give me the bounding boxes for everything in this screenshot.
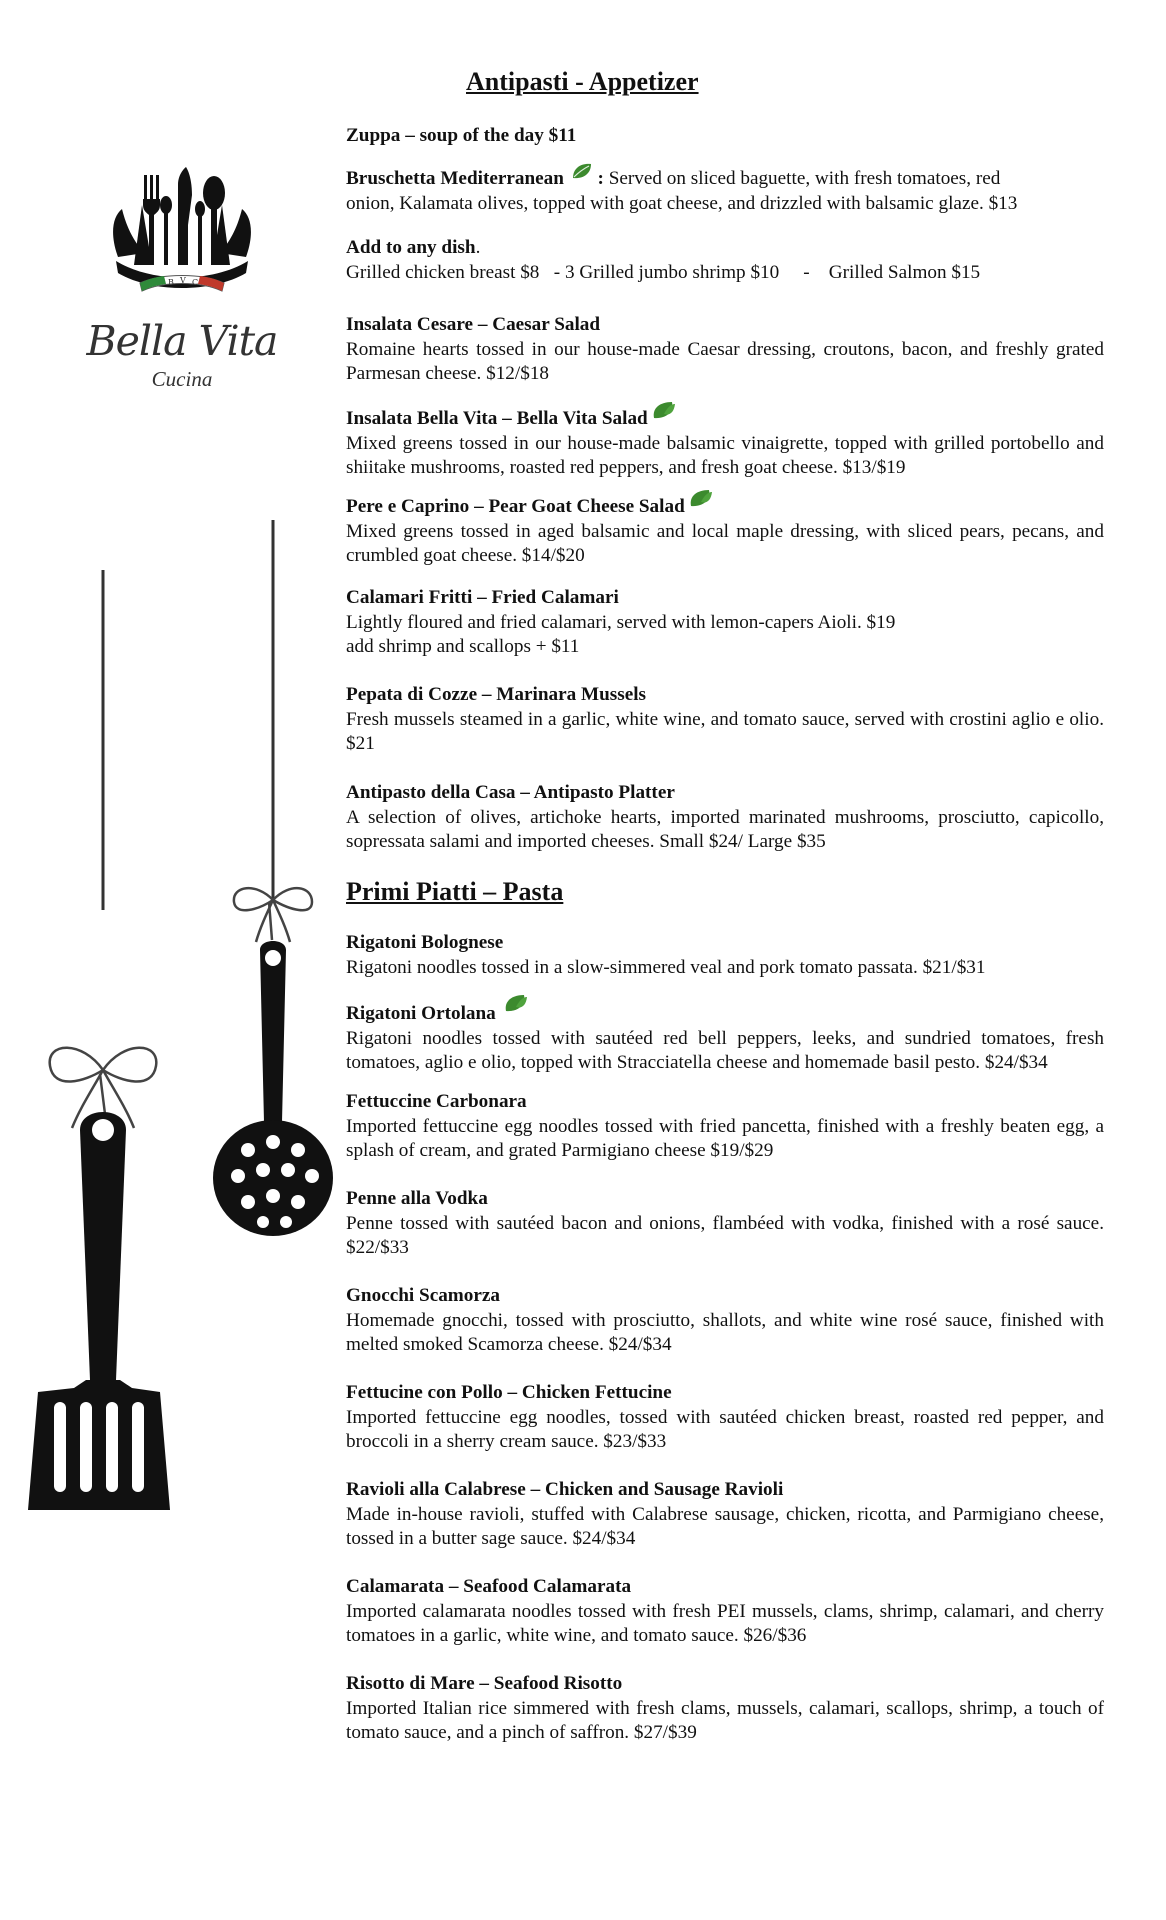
item-name: Risotto di Mare – Seafood Risotto: [346, 1673, 623, 1694]
item-name: Gnocchi Scamorza: [346, 1285, 501, 1306]
item-description: Penne tossed with sautéed bacon and onions, flambéed with vodka, finished with a rosé sauce. $22/$33: [346, 1212, 1104, 1258]
leaf-icon: [689, 488, 713, 508]
item-description: Lightly floured and fried calamari, served with lemon-capers Aioli. $19: [346, 611, 896, 633]
item-description: Made in-house ravioli, stuffed with Calabrese sausage, chicken, ricotta, and Parmigiano cheese, tossed in a butter sage sauce. $24/$34: [346, 1503, 1104, 1549]
leaf-icon: [652, 400, 676, 420]
svg-text:C: C: [192, 278, 199, 287]
item-name: Fettuccine Carbonara: [346, 1091, 527, 1112]
brand-name: Bella Vita: [86, 317, 278, 365]
item-name: Calamarata – Seafood Calamarata: [346, 1576, 632, 1597]
item-description: Romaine hearts tossed in our house-made Caesar dressing, croutons, bacon, and freshly grated Parmesan cheese. $12/$18: [346, 338, 1104, 384]
item-name: Insalata Bella Vita – Bella Vita Salad: [346, 408, 648, 429]
item-name: Ravioli alla Calabrese – Chicken and Sausage Ravioli: [346, 1479, 784, 1500]
zuppa-item: [346, 124, 1104, 149]
primi-title: Primi Piatti – Pasta: [346, 877, 564, 906]
spatula-utensil: [28, 1112, 170, 1510]
menu-item: [346, 993, 1104, 1076]
utensils-crown-icon: [82, 165, 282, 325]
menu-item: [346, 1187, 1104, 1261]
menu-item: [346, 1284, 1104, 1358]
item-description: Fresh mussels steamed in a garlic, white wine, and tomato sauce, served with crostini aglio e olio. $21: [346, 708, 1104, 754]
item-name: Penne alla Vodka: [346, 1188, 488, 1209]
leaf-icon: [571, 162, 593, 180]
addons-label: Add to any dish: [346, 237, 476, 258]
item-description: Mixed greens tossed in aged balsamic and local maple dressing, with sliced pears, pecans, and crumbled goat cheese. $14/$20: [346, 520, 1104, 566]
menu-item: [346, 1575, 1104, 1649]
skimmer-utensil: [213, 941, 333, 1236]
item-name: Insalata Cesare – Caesar Salad: [346, 314, 601, 335]
item-description: A selection of olives, artichoke hearts, imported marinated mushrooms, prosciutto, capicollo, sopressata salami and imported cheeses. Small $24/ Large $35: [346, 806, 1104, 852]
leaf-icon: [504, 993, 528, 1013]
item-description: Imported fettuccine egg noodles tossed with fried pancetta, finished with a freshly beaten egg, a splash of cream, and grated Parmigiano cheese $19/$29: [346, 1115, 1104, 1161]
hanging-utensils-illustration: [20, 510, 340, 1520]
menu-item: [346, 1381, 1104, 1455]
zuppa-name: Zuppa – soup of the day $11: [346, 125, 577, 146]
addons-line: Grilled chicken breast $8 - 3 Grilled jumbo shrimp $10 - Grilled Salmon $15: [346, 261, 981, 283]
item-description: Mixed greens tossed in our house-made balsamic vinaigrette, topped with grilled portobello and shiitake mushrooms, roasted red peppers, and fresh goat cheese. $13/$19: [346, 432, 1104, 478]
menu-item: [346, 313, 1104, 387]
item-name: Antipasto della Casa – Antipasto Platter: [346, 782, 675, 803]
menu-item: [346, 683, 1104, 757]
item-description: Homemade gnocchi, tossed with prosciutto, shallots, and white wine rosé sauce, finished with melted smoked Scamorza cheese. $24/$34: [346, 1309, 1104, 1355]
menu-item: [346, 1672, 1104, 1746]
item-name: Pepata di Cozze – Marinara Mussels: [346, 684, 647, 705]
brand-subtitle: Cucina: [151, 367, 213, 391]
menu-item: [346, 931, 1104, 980]
menu-item: [346, 781, 1104, 855]
logo-monogram: B: [168, 278, 174, 287]
menu-item: [346, 488, 1104, 569]
item-description: Rigatoni noodles tossed in a slow-simmered veal and pork tomato passata. $21/$31: [346, 956, 986, 978]
item-extra: add shrimp and scallops + $11: [346, 636, 580, 657]
menu-item: [346, 586, 1104, 660]
addons-item: Add to any dish. Grilled chicken breast $8 - 3 Grilled jumbo shrimp $10 - Grilled Salmon $15: [346, 237, 981, 283]
item-name: Calamari Fritti – Fried Calamari: [346, 587, 619, 608]
bruschetta-name: Bruschetta Mediterranean: [346, 168, 564, 189]
menu-item: [346, 1090, 1104, 1164]
menu-item: [346, 1478, 1104, 1552]
item-description: Imported Italian rice simmered with fresh clams, mussels, calamari, scallops, shrimp, a touch of tomato sauce, and a pinch of saffron. $27/$39: [346, 1697, 1104, 1743]
bruschetta-item: Bruschetta Mediterranean : Served on sliced baguette, with fresh tomatoes, red onion, Kalamata olives, topped with goat cheese, and drizzled with balsamic glaze. $13: [346, 162, 1104, 216]
item-name: Rigatoni Ortolana: [346, 1003, 496, 1024]
item-name: Rigatoni Bolognese: [346, 932, 504, 953]
item-name: Pere e Caprino – Pear Goat Cheese Salad: [346, 496, 685, 517]
svg-text:V: V: [180, 276, 186, 285]
item-description: Imported calamarata noodles tossed with fresh PEI mussels, clams, shrimp, calamari, and cherry tomatoes in a garlic, white wine, and tomato sauce. $26/$36: [346, 1600, 1104, 1646]
antipasti-title: Antipasti - Appetizer: [466, 67, 699, 96]
menu-item: [346, 400, 1104, 481]
item-description: Imported fettuccine egg noodles, tossed with sautéed chicken breast, roasted red pepper, and broccoli in a sherry cream sauce. $23/$33: [346, 1406, 1104, 1452]
restaurant-logo: [82, 165, 282, 395]
item-name: Fettucine con Pollo – Chicken Fettucine: [346, 1382, 672, 1403]
item-description: Rigatoni noodles tossed with sautéed red bell peppers, leeks, and sundried tomatoes, fresh tomatoes, aglio e olio, topped with Stracciatella cheese and homemade basil pesto. $24/$34: [346, 1027, 1104, 1073]
